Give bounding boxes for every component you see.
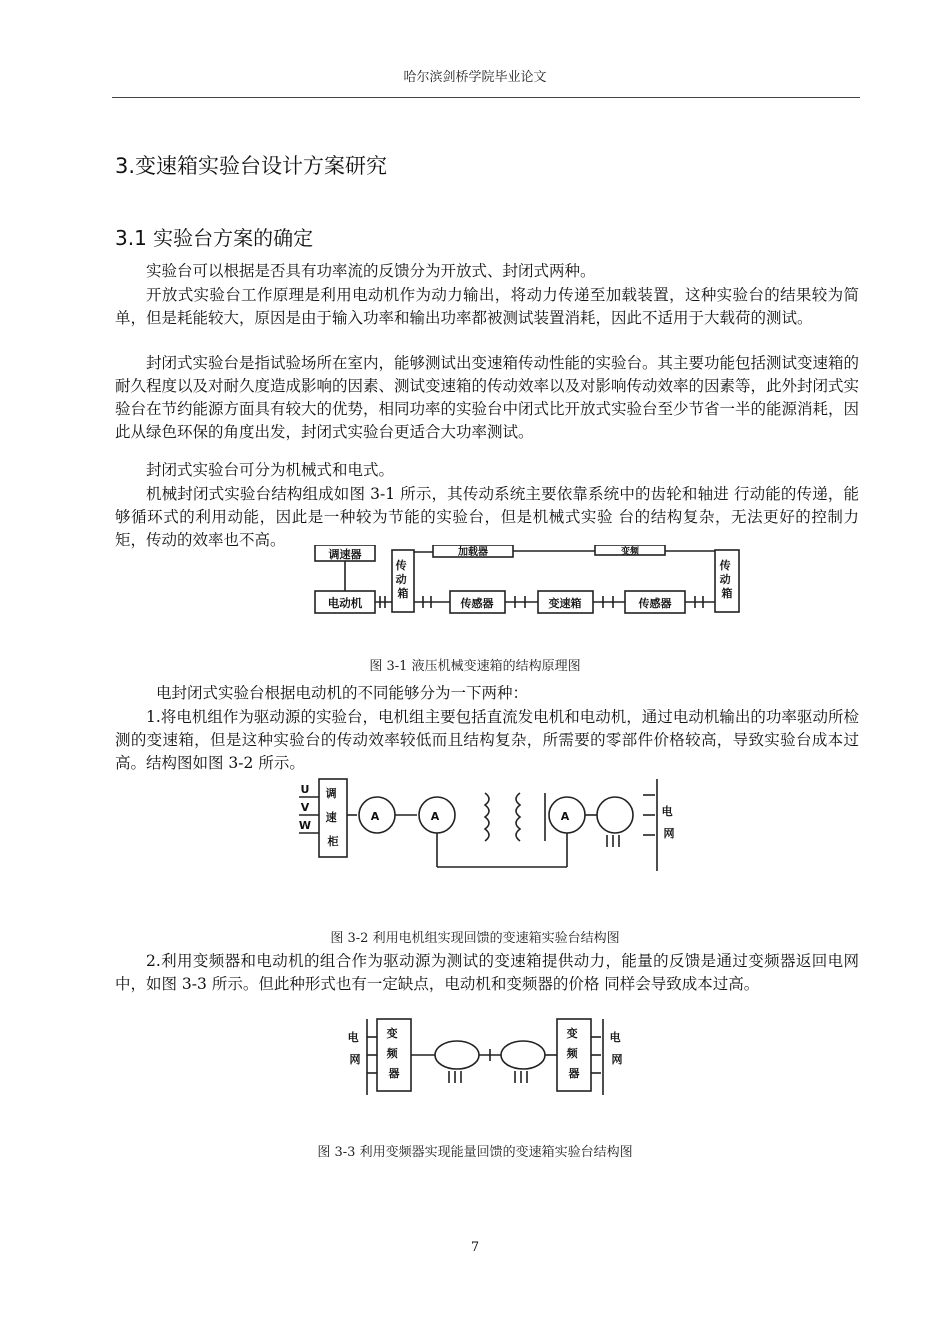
cabinet-char1: 调 xyxy=(325,787,337,800)
field-coil-1 xyxy=(485,793,489,841)
left-vfd-char2: 频 xyxy=(386,1047,398,1060)
figure-3-3-diagram xyxy=(345,1015,635,1100)
motor2-label: A xyxy=(430,810,440,823)
figure-3-2-diagram xyxy=(295,775,675,875)
grid-char1: 电 xyxy=(661,805,673,818)
figure-3-3-caption: 图 3-3 利用变频器实现能量回馈的变速箱实验台结构图 xyxy=(317,1145,633,1160)
motor3-label: A xyxy=(560,810,570,823)
motor1-label: A xyxy=(370,810,380,823)
paragraph-2: 开放式实验台工作原理是利用电动机作为动力输出，将动力传递至加载装置，这种实验台的结果较为简单，但是耗能较大，原因是由于输入功率和输出功率都被测试装置消耗，因此不适用于大载荷的测试。 xyxy=(115,286,859,327)
grid-label xyxy=(662,804,675,840)
top-box-label: 变频 xyxy=(620,547,640,557)
left-transmission-char1: 传 xyxy=(395,559,407,572)
right-transmission-label xyxy=(719,558,735,600)
right-motor-leads xyxy=(515,1071,527,1083)
left-grid-label xyxy=(348,1030,363,1066)
page-header: 哈尔滨剑桥学院毕业论文 xyxy=(403,70,547,85)
regulator-label: 调速器 xyxy=(328,548,362,561)
right-vfd-char3: 器 xyxy=(568,1067,580,1080)
right-motor xyxy=(501,1041,545,1069)
right-vfd-char2: 频 xyxy=(566,1047,578,1060)
left-vfd-char3: 器 xyxy=(388,1067,400,1080)
gearbox-label: 变速箱 xyxy=(548,597,582,610)
sensor1-label: 传感器 xyxy=(460,597,494,610)
field-coil-2 xyxy=(516,793,520,841)
right-transmission-char2: 动 xyxy=(719,573,731,586)
section-title: 3.变速箱实验台设计方案研究 xyxy=(115,154,388,178)
paragraph-5: 机械封闭式实验台结构组成如图 3-1 所示，其传动系统主要依靠系统中的齿轮和轴进 行动能的传递，能够循环式的利用动能，因此是一种较为节能的实验台，但是机械式实验 台的结构复杂，无法更好的控制力矩，传动的效率也不高。 xyxy=(115,485,859,549)
subsection-title: 3.1 实验台方案的确定 xyxy=(115,226,314,250)
left-transmission-label xyxy=(395,558,411,600)
left-vfd-label xyxy=(387,1026,402,1080)
paragraph-4: 封闭式实验台可分为机械式和电式。 xyxy=(146,461,395,479)
left-transmission-char2: 动 xyxy=(395,573,407,586)
left-transmission-char3: 箱 xyxy=(397,587,409,600)
grid-char2: 网 xyxy=(663,827,675,840)
left-motor-leads xyxy=(449,1071,461,1083)
right-transmission-char1: 传 xyxy=(719,559,731,572)
ac-motor-leads xyxy=(607,835,619,847)
phase-v-label: V xyxy=(300,801,310,814)
motor-label: 电动机 xyxy=(327,596,363,610)
left-motor xyxy=(435,1041,479,1069)
right-grid-char1: 电 xyxy=(609,1031,621,1044)
paragraph-6: 电封闭式实验台根据电动机的不同能够分为一下两种： xyxy=(156,684,529,702)
cabinet-label xyxy=(326,786,341,848)
paragraph-1: 实验台可以根据是否具有功率流的反馈分为开放式、封闭式两种。 xyxy=(146,262,596,280)
phase-w-label: W xyxy=(298,819,312,832)
right-grid-char2: 网 xyxy=(611,1053,623,1066)
page-number: 7 xyxy=(470,1240,480,1255)
paragraph-8: 2.利用变频器和电动机的组合作为驱动源为测试的变速箱提供动力，能量的反馈是通过变频器返回电网中，如图 3-3 所示。但此种形式也有一定缺点，电动机和变频器的价格 同样会导致成本过高。 xyxy=(115,952,859,993)
figure-3-2-caption: 图 3-2 利用电机组实现回馈的变速箱实验台结构图 xyxy=(330,931,620,946)
paragraph-7: 1.将电机组作为驱动源的实验台，电机组主要包括直流发电机和电动机，通过电动机输出的功率驱动所检测的变速箱，但是这种实验台的传动效率较低而且结构复杂，所需要的零部件价格较高，导致实验台成本过高。结构图如图 3-2 所示。 xyxy=(115,708,859,772)
header-rule xyxy=(112,97,860,98)
cabinet-char3: 柜 xyxy=(327,835,339,848)
loader-label: 加载器 xyxy=(458,547,488,558)
cabinet-char2: 速 xyxy=(325,811,337,824)
sensor2-label: 传感器 xyxy=(638,597,672,610)
figure-3-1-diagram xyxy=(305,545,750,625)
right-transmission-char3: 箱 xyxy=(721,587,733,600)
left-grid-char2: 网 xyxy=(349,1053,361,1066)
right-vfd-label xyxy=(567,1026,582,1080)
right-vfd-char1: 变 xyxy=(566,1027,578,1040)
figure-3-1-caption: 图 3-1 液压机械变速箱的结构原理图 xyxy=(369,659,581,674)
left-vfd-char1: 变 xyxy=(386,1027,398,1040)
paragraph-3: 封闭式实验台是指试验场所在室内，能够测试出变速箱传动性能的实验台。其主要功能包括测试变速箱的耐久程度以及对耐久度造成影响的因素、测试变速箱的传动效率以及对影响传动效率的因素等，此外封闭式实验台在节约能源方面具有较大的优势，相同功率的实验台中闭式比开放式实验台至少节省一半的能源消耗，因此从绿色环保的角度出发，封闭式实验台更适合大功率测试。 xyxy=(115,354,860,441)
ac-motor-circle xyxy=(597,797,633,833)
phase-u-label: U xyxy=(300,783,310,796)
left-grid-char1: 电 xyxy=(347,1031,359,1044)
right-grid-label xyxy=(610,1030,625,1066)
